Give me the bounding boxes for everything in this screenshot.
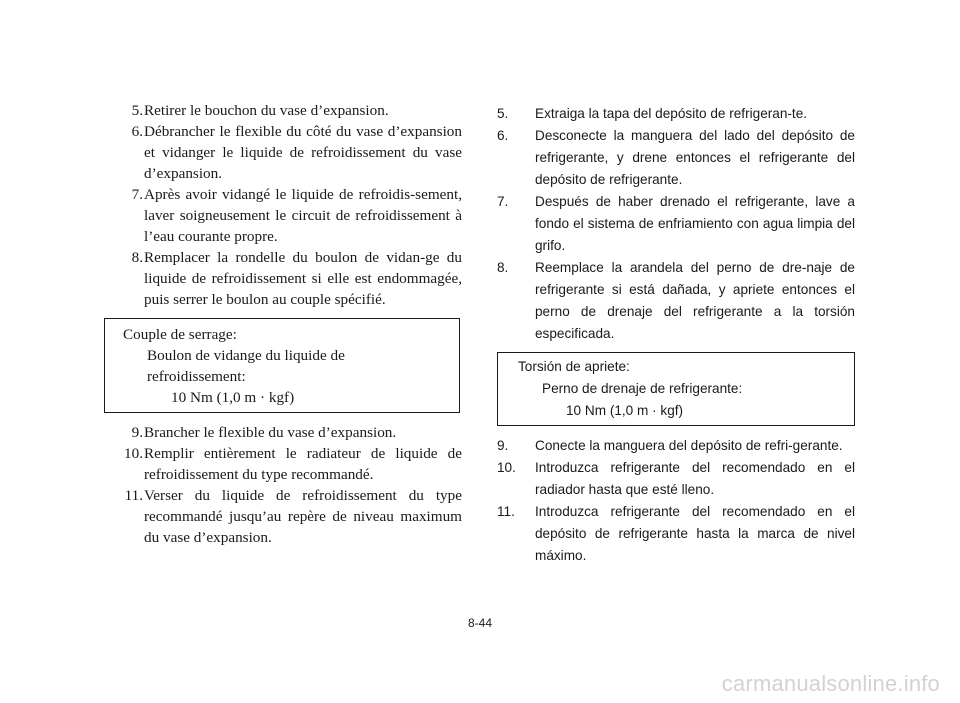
fr-step-6: 6. Débrancher le flexible du côté du vase d’expansion et vidanger le liquide de refroidissement du vase d’expansion. (131, 123, 462, 182)
french-column (104, 100, 462, 548)
page-number: 8-44 (467, 616, 493, 630)
es-step-6: 6. Desconecte la manguera del lado del depósito de refrigerante, y drene entonces el refrigerante del depósito de refrigerante. (497, 128, 855, 187)
es-step-9: 9. Conecte la manguera del depósito de refri-gerante. (497, 438, 843, 453)
es-torque-spec-box (497, 352, 855, 426)
fr-step-11: 11. Verser du liquide de refroidissement du type recommandé jusqu’au repère de niveau maximum du vase d’expansion. (124, 487, 462, 546)
fr-step-7: 7. Après avoir vidangé le liquide de refroidis-sement, laver soigneusement le circuit de refroidissement à l’eau courante propre. (131, 186, 462, 245)
es-spec-title: Torsión de apriete: (518, 359, 630, 374)
watermark: carmanualsonline.info (721, 671, 940, 696)
es-spec-value: 10 Nm (1,0 m · kgf) (566, 403, 684, 418)
fr-step-10: 10. Remplir entièrement le radiateur de liquide de refroidissement du type recommandé. (124, 445, 462, 483)
fr-step-9: 9. Brancher le flexible du vase d’expansion. (131, 424, 397, 441)
es-step-7: 7. Después de haber drenado el refrigerante, lave a fondo el sistema de enfriamiento con agua limpia del grifo. (497, 194, 855, 253)
es-step-5: 5. Extraiga la tapa del depósito de refrigeran-te. (497, 106, 808, 121)
spanish-column (497, 103, 855, 567)
fr-torque-spec-box (104, 318, 460, 413)
es-step-11: 11. Introduzca refrigerante del recomendado en el depósito de refrigerante hasta la marca de nivel máximo. (497, 504, 855, 563)
fr-spec-item-line1: Boulon de vidange du liquide de (147, 347, 345, 364)
fr-spec-item-line2: refroidissement: (147, 368, 246, 385)
es-step-8: 8. Reemplace la arandela del perno de dre-naje de refrigerante si está dañada, y apriete entonces el perno de drenaje del refrigerante a la torsión especificada. (497, 260, 855, 341)
fr-spec-value: 10 Nm (1,0 m · kgf) (171, 389, 295, 406)
es-step-10: 10. Introduzca refrigerante del recomendado en el radiador hasta que esté lleno. (497, 460, 855, 497)
fr-spec-title: Couple de serrage: (123, 326, 237, 343)
fr-step-8: 8. Remplacer la rondelle du boulon de vidan-ge du liquide de refroidissement si elle est endommagée, puis serrer le boulon au couple spécifié. (131, 249, 462, 308)
fr-step-5: 5. Retirer le bouchon du vase d’expansion. (131, 102, 389, 119)
es-spec-item-line1: Perno de drenaje de refrigerante: (542, 381, 743, 396)
